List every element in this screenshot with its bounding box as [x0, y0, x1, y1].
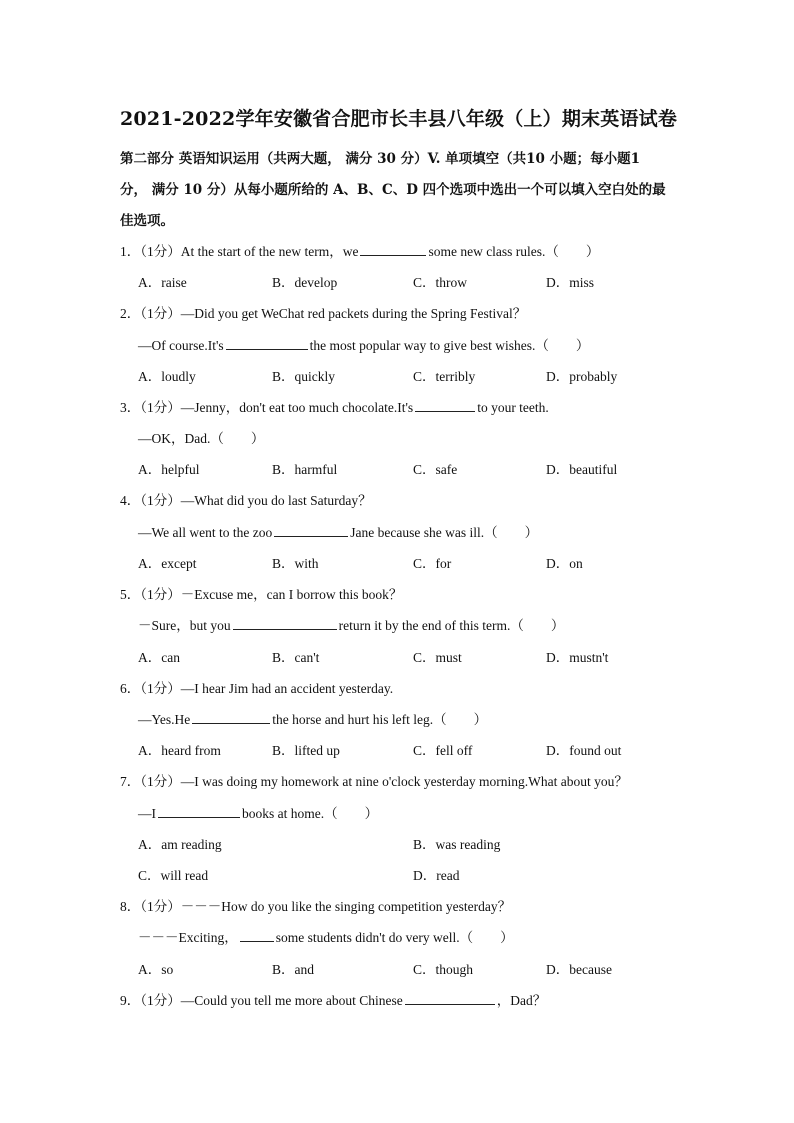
question-6-reply-end: the horse and hurt his left leg.（ ）	[272, 712, 488, 727]
question-8-option-b: B．and	[272, 962, 314, 977]
section-intro-line-3: 佳选项。	[120, 213, 174, 229]
question-3-option-c: C．safe	[413, 462, 458, 477]
question-2-reply-end: the most popular way to give best wishes.（ ）	[309, 338, 590, 353]
answer-blank	[405, 992, 495, 1005]
question-4-option-d: D．on	[546, 556, 583, 571]
answer-blank	[274, 524, 348, 537]
section-intro-line-1: 第二部分 英语知识运用（共两大题， 满分 30 分）V. 单项填空（共10 小题；每小题1	[120, 151, 640, 167]
question-1-option-c: C．throw	[413, 275, 467, 290]
question-1-option-d: D．miss	[546, 275, 595, 290]
question-9-text: 9．（1分）—Could you tell me more about Chinese	[120, 993, 403, 1008]
question-2-reply	[138, 334, 589, 354]
question-6-reply-text: —Yes.He	[138, 712, 191, 727]
question-4-option-b: B．with	[272, 556, 319, 571]
question-2-option-a: A．loudly	[138, 369, 196, 384]
question-8-option-d: D．because	[546, 962, 612, 977]
question-8-reply	[138, 926, 514, 946]
question-8-option-a: A．so	[138, 962, 174, 977]
question-8-option-c: C．though	[413, 962, 474, 977]
question-3	[120, 396, 549, 416]
question-5-reply-end: return it by the end of this term.（ ）	[338, 618, 565, 633]
question-4-reply-end: Jane because she was ill.（ ）	[350, 525, 539, 540]
page-title: 2021-2022学年安徽省合肥市长丰县八年级（上）期末英语试卷	[120, 108, 678, 130]
question-7-reply	[138, 802, 378, 822]
question-4-option-c: C．for	[413, 556, 452, 571]
question-6-reply	[138, 708, 487, 728]
answer-blank	[240, 929, 274, 942]
question-3-reply: —OK，Dad.（ ）	[138, 431, 265, 446]
question-5-option-b: B．can't	[272, 650, 320, 665]
answer-blank	[360, 243, 426, 256]
question-8-reply-text: －－－Exciting，	[138, 930, 238, 945]
question-4-reply	[138, 521, 538, 541]
question-5-option-c: C．must	[413, 650, 462, 665]
question-1-option-b: B．develop	[272, 275, 338, 290]
question-2-option-d: D．probably	[546, 369, 618, 384]
question-5-reply	[138, 614, 564, 634]
answer-blank	[158, 805, 240, 818]
answer-blank	[233, 617, 337, 630]
question-6: 6．（1分）—I hear Jim had an accident yesterday.	[120, 681, 394, 696]
question-7-option-b: B．was reading	[413, 837, 501, 852]
question-7-option-d: D．read	[413, 868, 460, 883]
question-9	[120, 989, 546, 1009]
question-1-option-a: A．raise	[138, 275, 187, 290]
question-6-option-a: A．heard from	[138, 743, 221, 758]
question-2-option-c: C．terribly	[413, 369, 476, 384]
answer-blank	[415, 399, 475, 412]
question-9-text-end: ，Dad？	[496, 993, 547, 1008]
question-2-option-b: B．quickly	[272, 369, 335, 384]
question-3-text: 3．（1分）—Jenny，don't eat too much chocolate.It's	[120, 400, 414, 415]
answer-blank	[192, 711, 270, 724]
question-2-reply-text: —Of course.It's	[138, 338, 224, 353]
question-8-reply-end: some students didn't do very well.（ ）	[275, 930, 514, 945]
question-1	[120, 240, 599, 260]
question-7-reply-text: —I	[138, 806, 156, 821]
question-6-option-c: C．fell off	[413, 743, 473, 758]
question-8: 8．（1分）－－－How do you like the singing competition yesterday？	[120, 899, 512, 914]
question-4-reply-text: —We all went to the zoo	[138, 525, 273, 540]
question-7-option-c: C．will read	[138, 868, 209, 883]
question-3-option-b: B．harmful	[272, 462, 338, 477]
question-6-option-d: D．found out	[546, 743, 622, 758]
question-5-option-d: D．mustn't	[546, 650, 609, 665]
question-4-option-a: A．except	[138, 556, 197, 571]
question-7-option-a: A．am reading	[138, 837, 222, 852]
question-5: 5．（1分）－Excuse me，can I borrow this book？	[120, 587, 403, 602]
question-3-option-d: D．beautiful	[546, 462, 618, 477]
question-7: 7．（1分）—I was doing my homework at nine o'clock yesterday morning.What about you？	[120, 774, 628, 789]
question-3-option-a: A．helpful	[138, 462, 200, 477]
question-1-text: 1．（1分）At the start of the new term，we	[120, 244, 359, 259]
answer-blank	[226, 337, 308, 350]
question-6-option-b: B．lifted up	[272, 743, 340, 758]
section-intro-line-2: 分， 满分 10 分）从每小题所给的 A、B、C、D 四个选项中选出一个可以填入空白处的最	[120, 182, 666, 198]
question-1-text-end: some new class rules.（ ）	[428, 244, 600, 259]
question-7-reply-end: books at home.（ ）	[242, 806, 379, 821]
question-5-reply-text: －Sure，but you	[138, 618, 231, 633]
question-5-option-a: A．can	[138, 650, 180, 665]
question-4: 4．（1分）—What did you do last Saturday？	[120, 493, 372, 508]
question-2: 2．（1分）—Did you get WeChat red packets during the Spring Festival？	[120, 306, 527, 321]
question-3-text-end: to your teeth.	[477, 400, 549, 415]
